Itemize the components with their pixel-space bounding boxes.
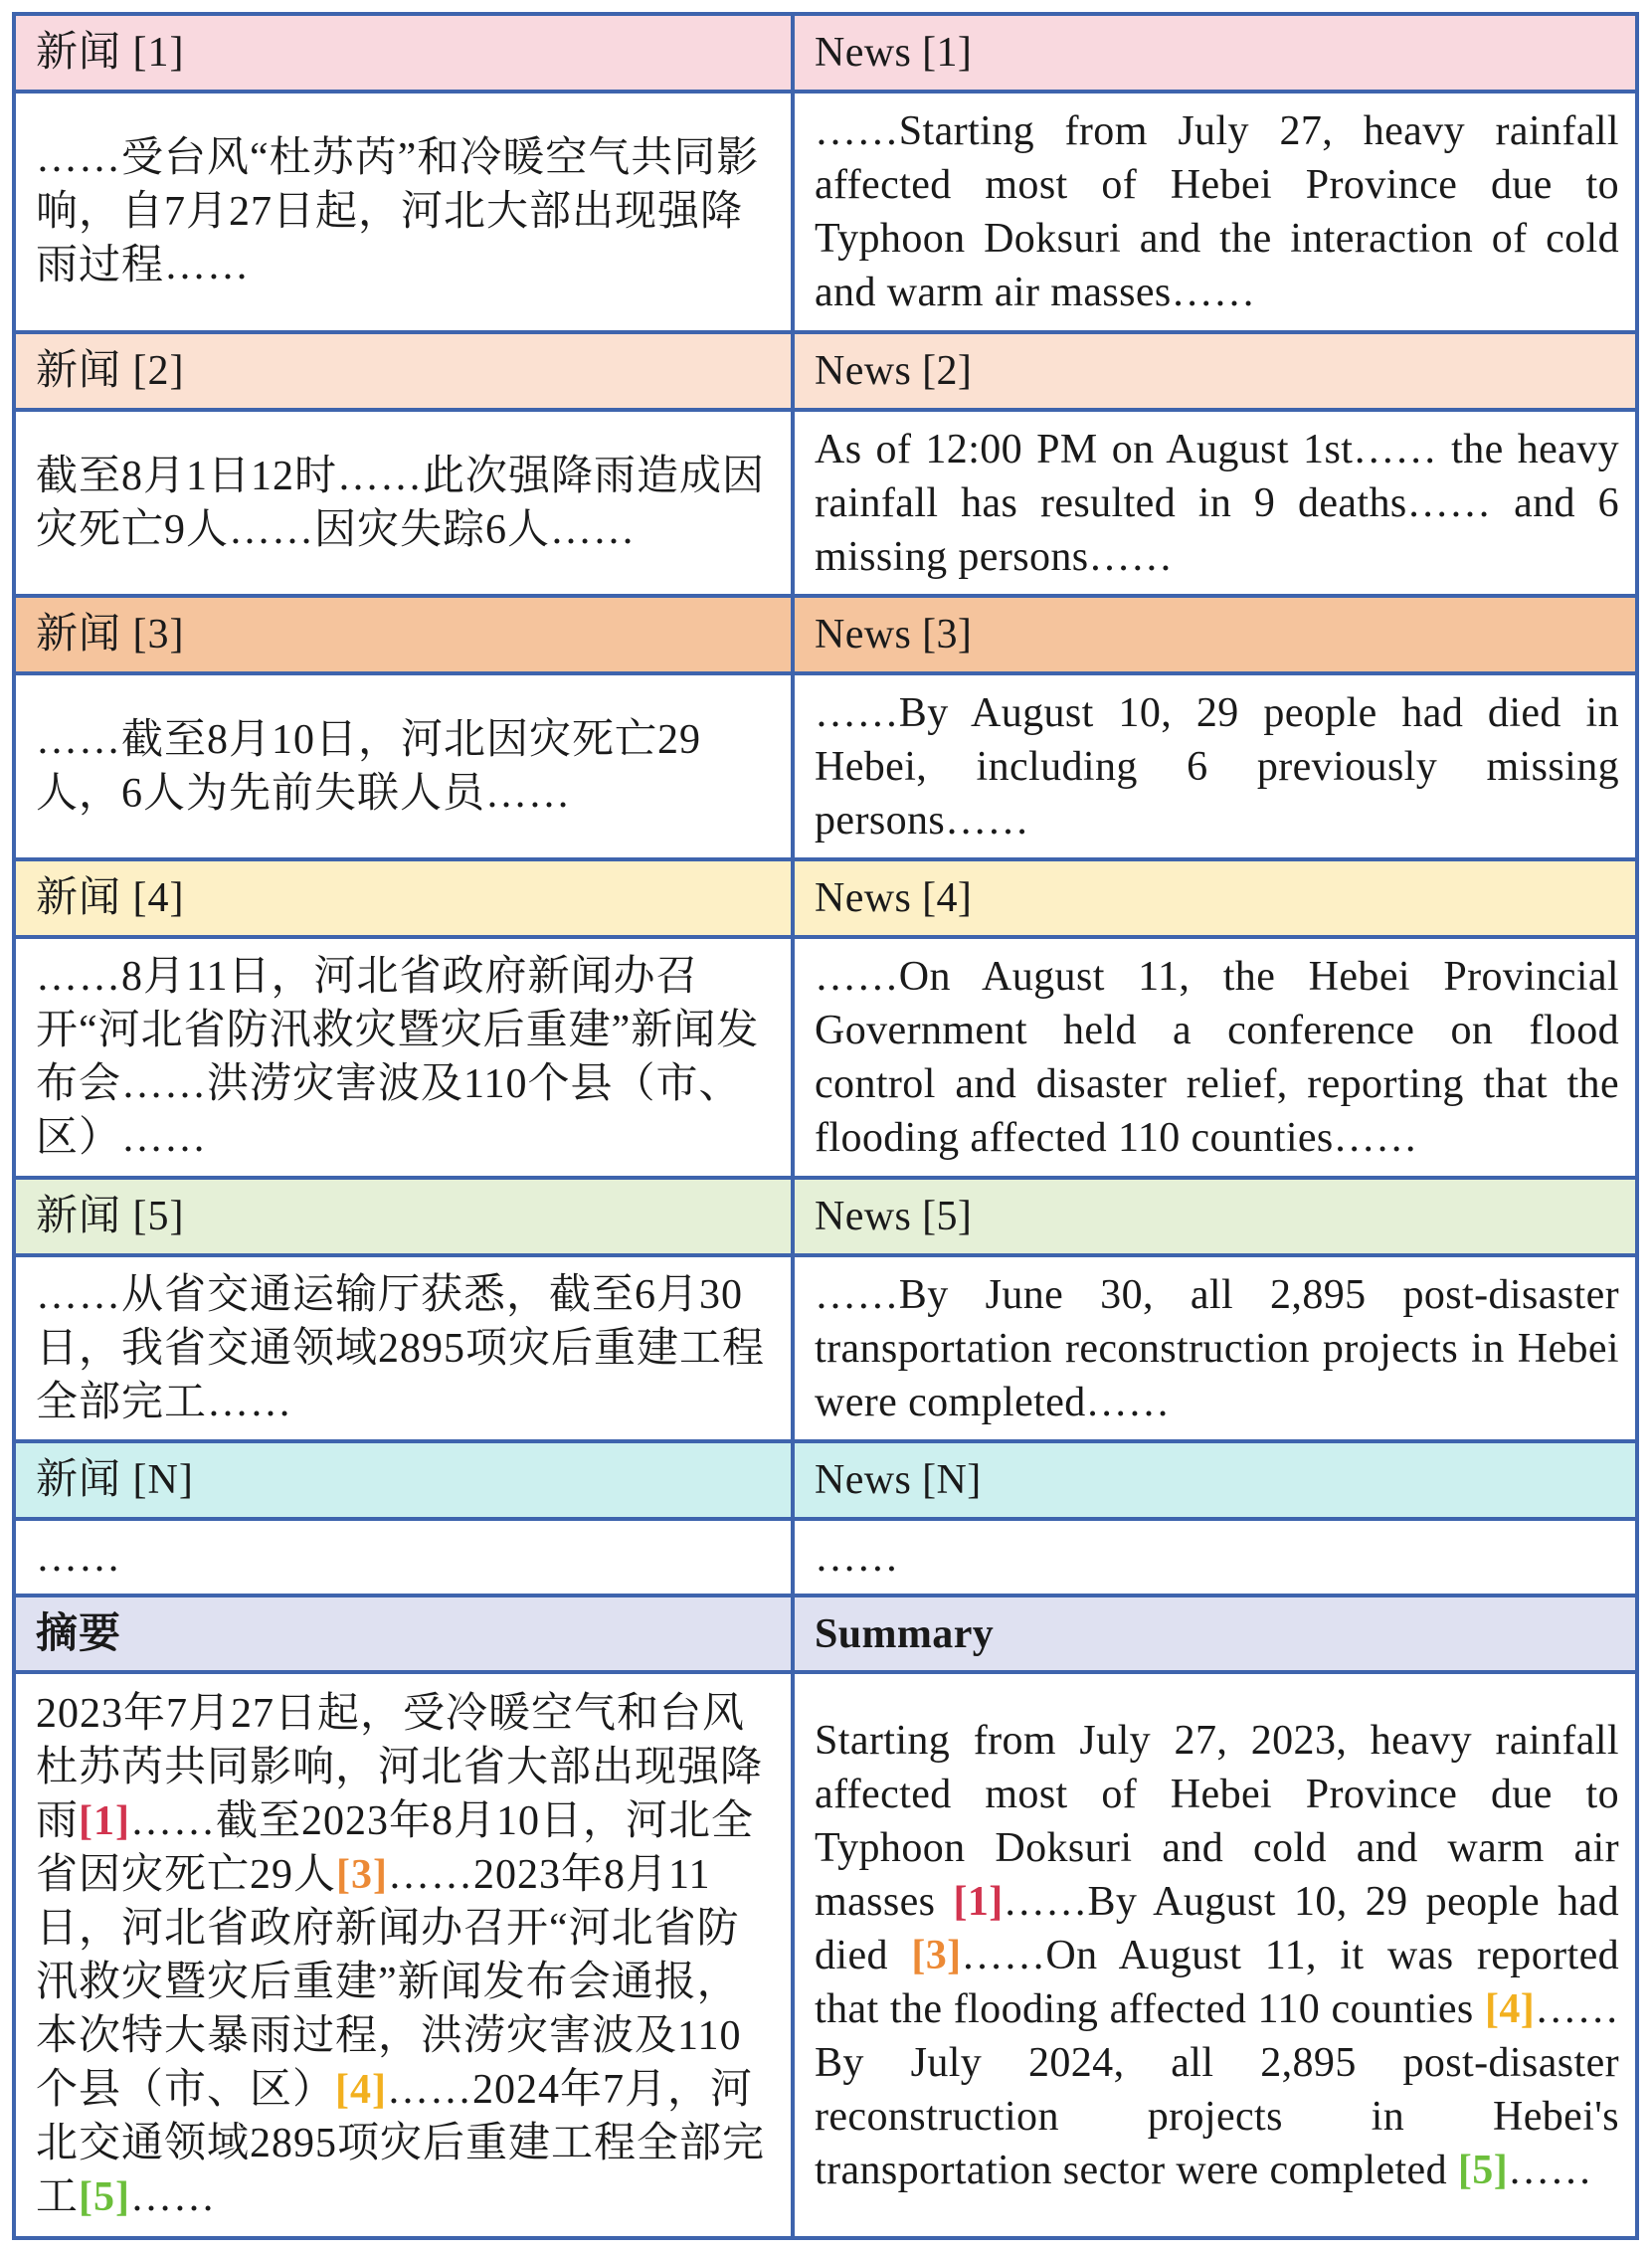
- summary-en-text-5: ……: [1508, 2147, 1592, 2193]
- news-n-en-body: ……: [793, 1519, 1637, 1595]
- summary-en-text-4: ……By July 2024, all 2,895 post-disaster reconstruction projects in Hebei's transportation sector were completed: [815, 1985, 1619, 2193]
- summary-zh-citation-1: [1]: [79, 1797, 130, 1844]
- news-5-en-body: ……By June 30, all 2,895 post-disaster transportation reconstruction projects in Hebei were completed……: [793, 1255, 1637, 1441]
- news-n-en-header: News [N]: [793, 1441, 1637, 1519]
- news-3-zh-header: 新闻 [3]: [14, 596, 793, 673]
- news-3-zh-body: ……截至8月10日，河北因灾死亡29人，6人为先前失联人员……: [14, 673, 793, 859]
- news-2-zh-body: 截至8月1日12时……此次强降雨造成因灾死亡9人……因灾失踪6人……: [14, 410, 793, 596]
- news-1-header-row: [14, 14, 1637, 92]
- summary-en-body: [793, 1672, 1637, 2238]
- summary-en-text-3: ……On August 11, it was reported that the flooding affected 110 counties: [815, 1932, 1620, 2032]
- news-4-en-body: ……On August 11, the Hebei Provincial Government held a conference on flood control and disaster relief, reporting that the flooding affected 110 counties……: [793, 937, 1637, 1178]
- news-5-zh-body: ……从省交通运输厅获悉，截至6月30日，我省交通领域2895项灾后重建工程全部完工……: [14, 1255, 793, 1441]
- news-3-header-row: [14, 596, 1637, 673]
- news-2-en-body: As of 12:00 PM on August 1st…… the heavy rainfall has resulted in 9 deaths…… and 6 missing persons……: [793, 410, 1637, 596]
- summary-en-citation-3: [3]: [911, 1932, 962, 1978]
- news-1-zh-body: ……受台风“杜苏芮”和冷暖空气共同影响，自7月27日起，河北大部出现强降雨过程……: [14, 92, 793, 332]
- news-4-zh-header: 新闻 [4]: [14, 859, 793, 937]
- news-5-zh-header: 新闻 [5]: [14, 1178, 793, 1255]
- news-n-header-row: [14, 1441, 1637, 1519]
- news-n-zh-body: ……: [14, 1519, 793, 1595]
- summary-zh-text-4: ……2024年7月，河北交通领域2895项灾后重建工程全部完工: [36, 2066, 766, 2220]
- news-3-en-body: ……By August 10, 29 people had died in Hebei, including 6 previously missing persons……: [793, 673, 1637, 859]
- news-4-en-header: News [4]: [793, 859, 1637, 937]
- news-1-body-row: [14, 92, 1637, 332]
- news-4-body-row: [14, 937, 1637, 1178]
- summary-zh-header: 摘要: [14, 1595, 793, 1672]
- summary-zh-citation-4: [4]: [335, 2066, 387, 2113]
- news-n-zh-header: 新闻 [N]: [14, 1441, 793, 1519]
- summary-zh-text-5: ……: [130, 2173, 216, 2220]
- news-1-zh-header: 新闻 [1]: [14, 14, 793, 92]
- news-1-en-body: ……Starting from July 27, heavy rainfall affected most of Hebei Province due to Typhoon Doksuri and the interaction of cold and warm air masses……: [793, 92, 1637, 332]
- summary-zh-text-1: 2023年7月27日起，受冷暖空气和台风杜苏芮共同影响，河北省大部出现强降雨: [36, 1690, 764, 1844]
- summary-zh-citation-5: [5]: [79, 2173, 130, 2220]
- news-2-en-header: News [2]: [793, 332, 1637, 410]
- news-2-body-row: [14, 410, 1637, 596]
- news-5-header-row: [14, 1178, 1637, 1255]
- news-summary-table: [12, 12, 1639, 2240]
- news-n-body-row: [14, 1519, 1637, 1595]
- news-3-body-row: [14, 673, 1637, 859]
- summary-en-text-2: ……By August 10, 29 people had died: [815, 1878, 1619, 1978]
- summary-header-row: [14, 1595, 1637, 1672]
- news-4-zh-body: ……8月11日，河北省政府新闻办召开“河北省防汛救灾暨灾后重建”新闻发布会……洪涝灾害波及110个县（市、区）……: [14, 937, 793, 1178]
- summary-zh-body: [14, 1672, 793, 2238]
- news-1-en-header: News [1]: [793, 14, 1637, 92]
- summary-body-row: [14, 1672, 1637, 2238]
- summary-en-text-1: Starting from July 27, 2023, heavy rainfall affected most of Hebei Province due to Typhoon Doksuri and cold and warm air masses: [815, 1717, 1619, 1925]
- summary-zh-text-3: ……2023年8月11日，河北省政府新闻办召开“河北省防汛救灾暨灾后重建”新闻发布会通报，本次特大暴雨过程，洪涝灾害波及110个县（市、区）: [36, 1851, 742, 2113]
- summary-zh-citation-3: [3]: [336, 1851, 388, 1898]
- summary-en-citation-1: [1]: [953, 1878, 1004, 1925]
- news-5-en-header: News [5]: [793, 1178, 1637, 1255]
- summary-en-citation-5: [5]: [1457, 2147, 1509, 2193]
- news-5-body-row: [14, 1255, 1637, 1441]
- summary-en-header: Summary: [793, 1595, 1637, 1672]
- news-2-zh-header: 新闻 [2]: [14, 332, 793, 410]
- news-4-header-row: [14, 859, 1637, 937]
- news-3-en-header: News [3]: [793, 596, 1637, 673]
- summary-zh-text-2: ……截至2023年8月10日，河北全省因灾死亡29人: [36, 1797, 755, 1898]
- news-2-header-row: [14, 332, 1637, 410]
- summary-en-citation-4: [4]: [1485, 1985, 1536, 2032]
